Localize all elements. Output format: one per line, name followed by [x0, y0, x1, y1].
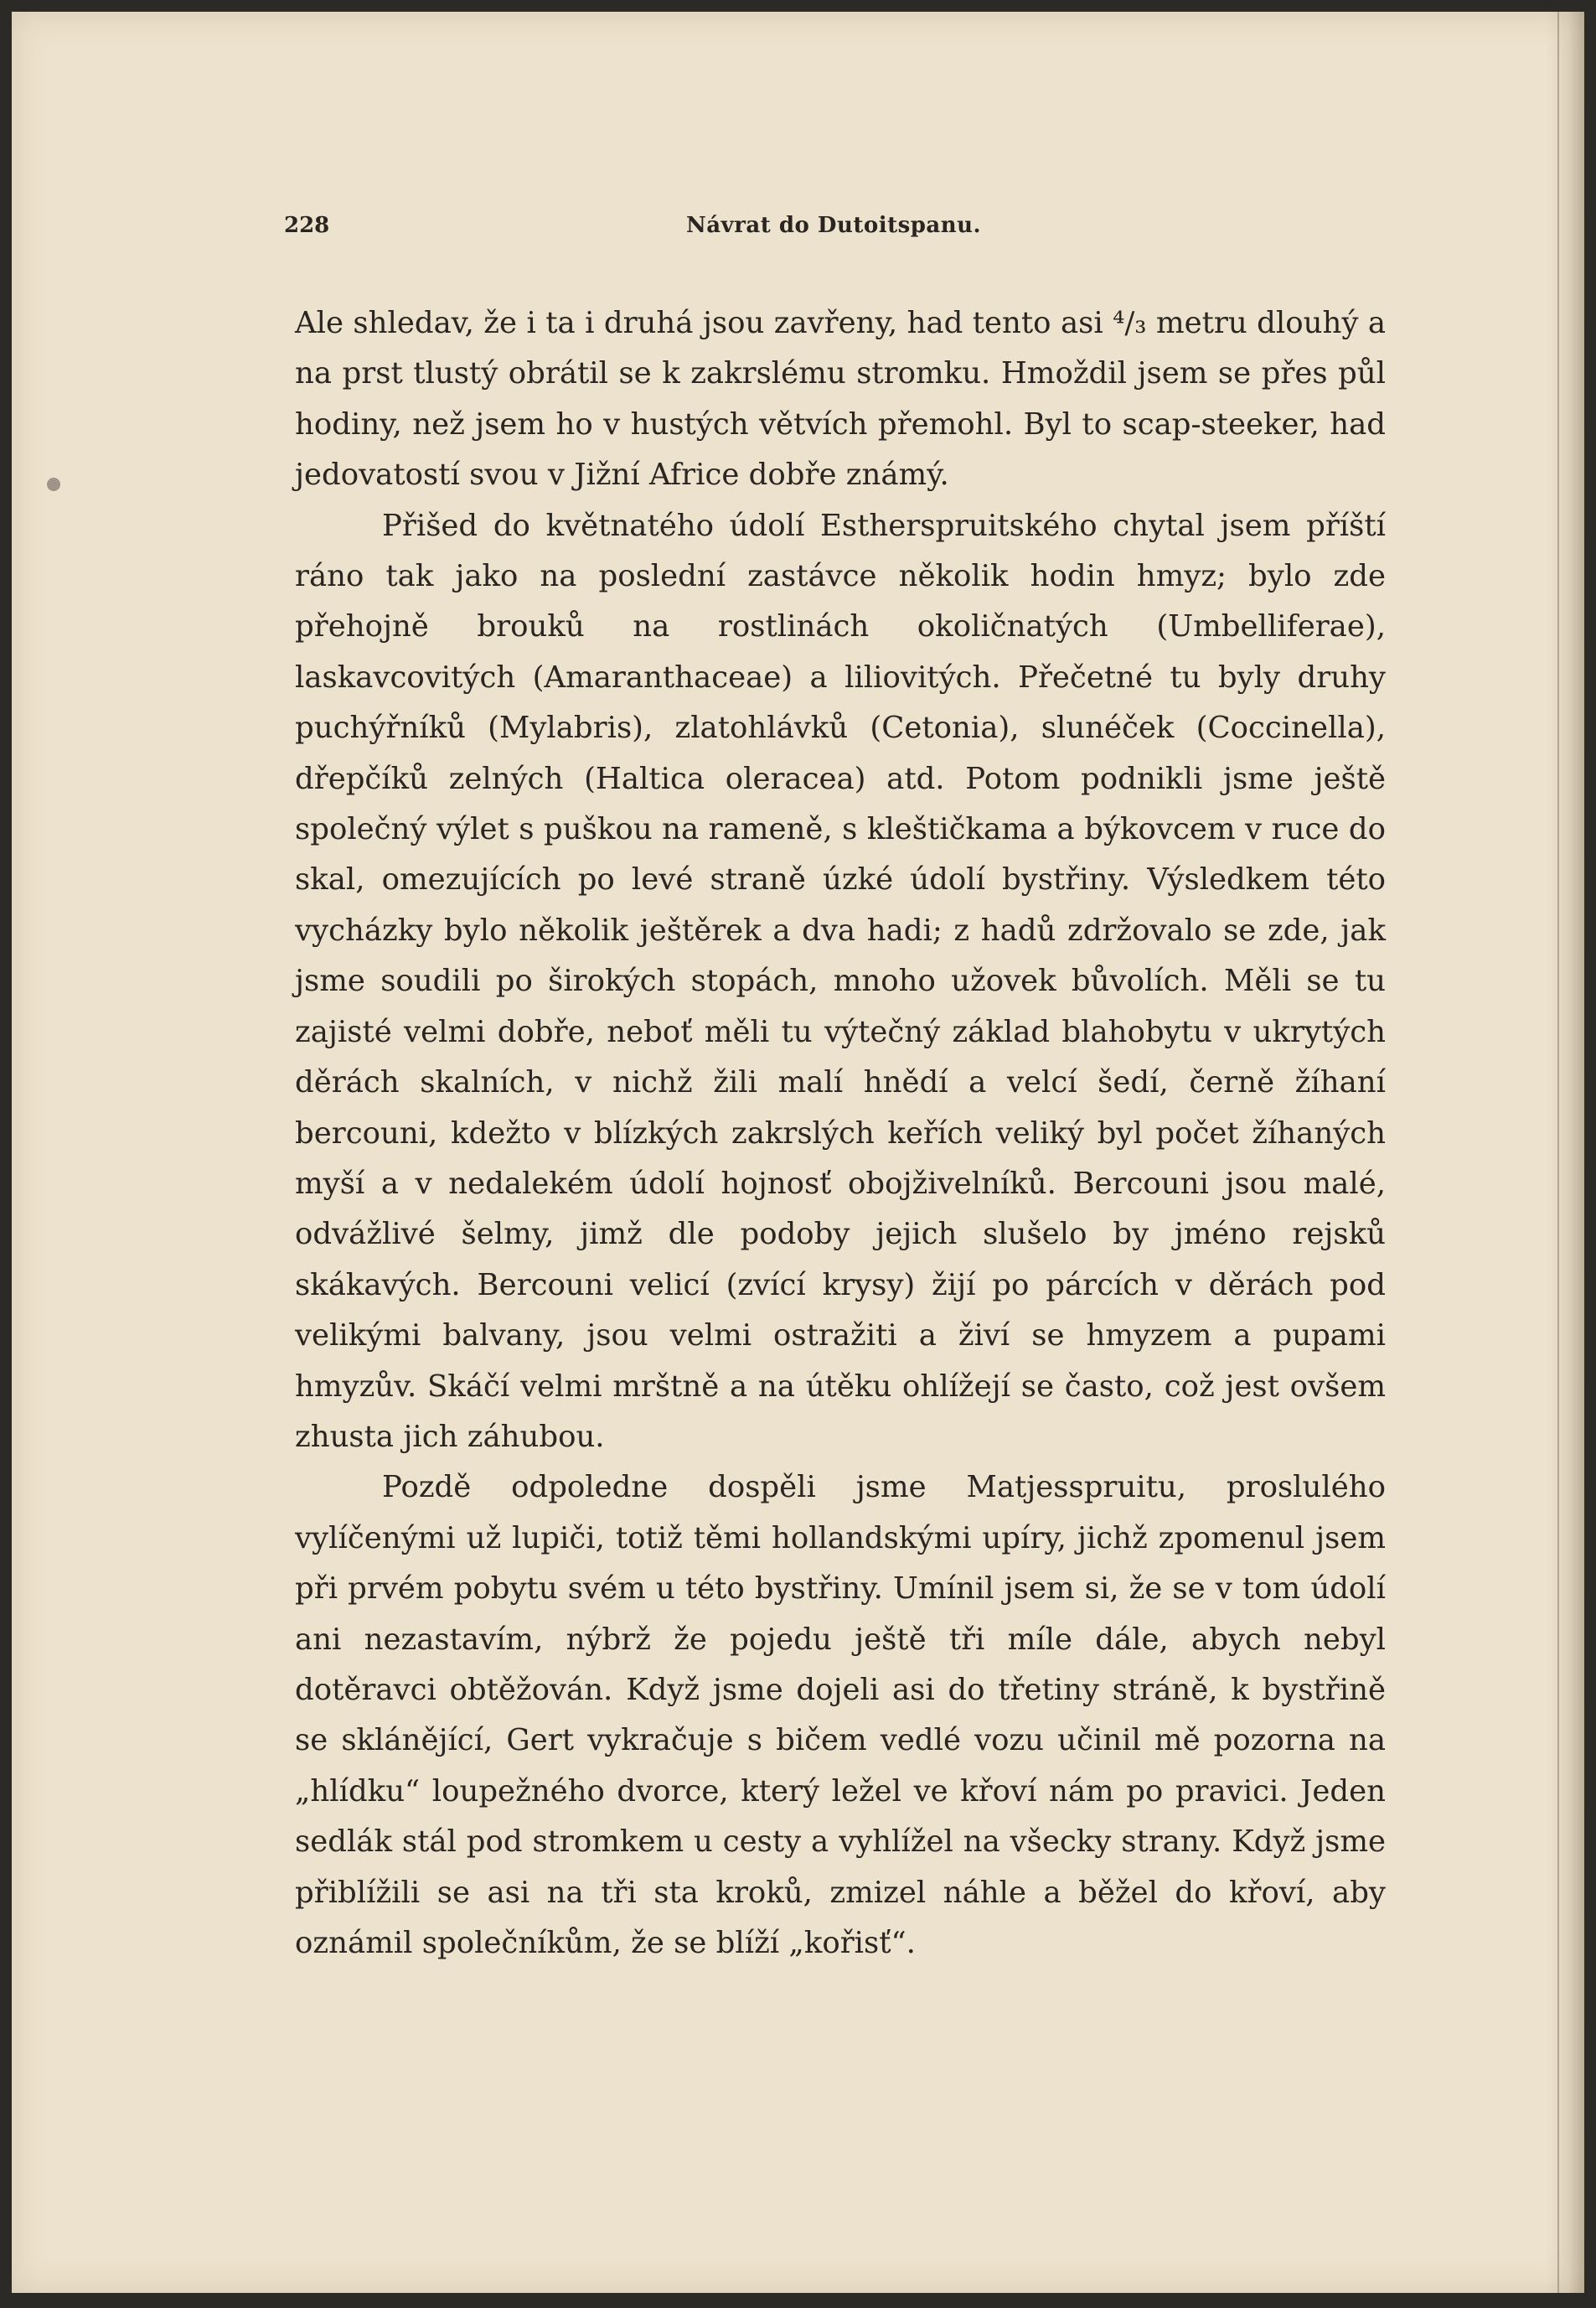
paragraph: Ale shledav, že i ta i druhá jsou zavřeny, had tento asi ⁴/₃ metru dlouhý a na prst tlustý obrátil se k zakrslému stromku. Hmoždil jsem se přes půl hodiny, než jsem ho v hustých větvích přemohl. Byl to scap-steeker, had jedovatostí svou v Jižní Africe dobře známý. — [295, 306, 1386, 493]
body-text — [295, 298, 1386, 1969]
paragraph: Pozdě odpoledne dospěli jsme Matjesspruitu, proslulého vylíčenými už lupiči, totiž těmi hollandskými upíry, jichž zpomenul jsem při prvém pobytu svém u této bystřiny. Umínil jsem si, že se v tom údolí ani nezastavím, nýbrž že pojedu ještě tři míle dále, abych nebyl dotěravci obtěžován. Když jsme dojeli asi do třetiny stráně, k bystřině se sklánějící, Gert vykračuje s bičem vedlé vozu učinil mě pozorna na „hlídku“ loupežného dvorce, který ležel ve křoví nám po pravici. Jeden sedlák stál pod stromkem u cesty a vyhlížel na všecky strany. Když jsme přiblížili se asi na tři sta kroků, zmizel náhle a běžel do křoví, aby oznámil společníkům, že se blíží „kořisť“. — [295, 1470, 1386, 1960]
page-edge-shadow — [1546, 12, 1584, 2293]
paragraph: Přišed do květnatého údolí Estherspruitského chytal jsem příští ráno tak jako na poslední zastávce několik hodin hmyz; bylo zde přehojně brouků na rostlinách okoličnatých (Umbelliferae), laskavcovitých (Amaranthaceae) a liliovitých. Přečetné tu byly druhy puchýřníků (Mylabris), zlatohlávků (Cetonia), slunéček (Coccinella), dřepčíků zelných (Haltica oleracea) atd. Potom podnikli jsme ještě společný výlet s puškou na rameně, s kleštičkama a býkovcem v ruce do skal, omezujících po levé straně úzké údolí bystřiny. Výsledkem této vycházky bylo několik ještěrek a dva hadi; z hadů zdržovalo se zde, jak jsme soudili po širokých stopách, mnoho užovek bůvolích. Měli se tu zajisté velmi dobře, neboť měli tu výtečný základ blahobytu v ukrytých děrách skalních, v nichž žili malí hnědí a velcí šedí, černě žíhaní bercouni, kdežto v blízkých zakrslých keřích veliký byl počet žíhaných myší a v nedalekém údolí hojnosť obojživelníků. Bercouni jsou malé, odvážlivé šelmy, jimž dle podoby jejich slušelo by jméno rejsků skákavých. Bercouni velicí (zvící krysy) žijí po párcích v děrách pod velikými balvany, jsou velmi ostražiti a živí se hmyzem a pupami hmyzův. Skáčí velmi mrštně a na útěku ohlížejí se často, což jest ovšem zhusta jich záhubou. — [295, 508, 1386, 1454]
page-edge-line — [1557, 12, 1559, 2293]
page-number: 228 — [284, 213, 330, 238]
binding-hole-mark — [47, 478, 60, 491]
running-title: Návrat do Dutoitspanu. — [686, 213, 982, 238]
page-header — [284, 213, 996, 253]
